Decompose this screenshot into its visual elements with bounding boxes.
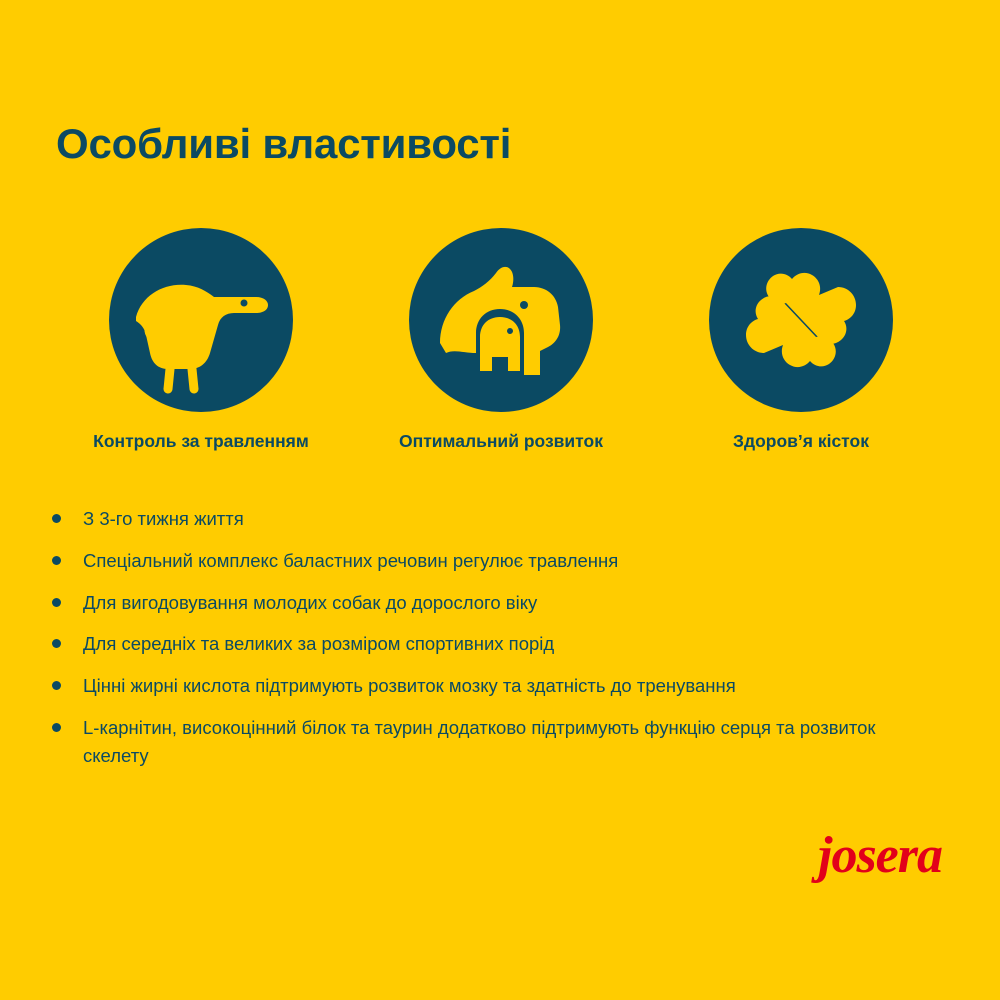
feature-item (356, 225, 646, 452)
page-title: Особливі властивості (56, 120, 512, 167)
feature-label: Контроль за травленням (93, 431, 309, 451)
list-item (44, 547, 944, 575)
list-item-text: L-карнітин, високоцінний білок та таурин додатково підтримують функцію серця та розвиток скелету (83, 716, 876, 766)
dog-puppy-growth-icon (406, 225, 596, 415)
feature-bullet-list (44, 505, 944, 783)
feature-item (656, 225, 946, 452)
list-item (44, 672, 944, 700)
list-item (44, 505, 944, 533)
bullet-dot-icon (52, 681, 61, 690)
bullet-dot-icon (52, 598, 61, 607)
list-item-text: Спеціальний комплекс баластних речовин регулює травлення (83, 549, 619, 571)
bone-health-icon (706, 225, 896, 415)
list-item (44, 630, 944, 658)
bullet-dot-icon (52, 556, 61, 565)
bullet-dot-icon (52, 639, 61, 648)
dog-digestion-icon (106, 225, 296, 415)
feature-label: Здоров’я кісток (733, 431, 869, 451)
list-item-text: Для вигодовування молодих собак до дорослого віку (83, 591, 538, 613)
list-item-text: Для середніх та великих за розміром спортивних порід (83, 633, 555, 655)
bullet-dot-icon (52, 723, 61, 732)
bullet-dot-icon (52, 514, 61, 523)
list-item (44, 589, 944, 617)
list-item (44, 714, 944, 770)
brand-logo: josera (818, 827, 942, 884)
list-item-text: З 3-го тижня життя (83, 508, 244, 529)
list-item-text: Цінні жирні кислота підтримують розвиток мозку та здатність до тренування (83, 675, 736, 696)
feature-row (56, 225, 946, 452)
feature-item (56, 225, 346, 452)
feature-label: Оптимальний розвиток (399, 431, 603, 451)
